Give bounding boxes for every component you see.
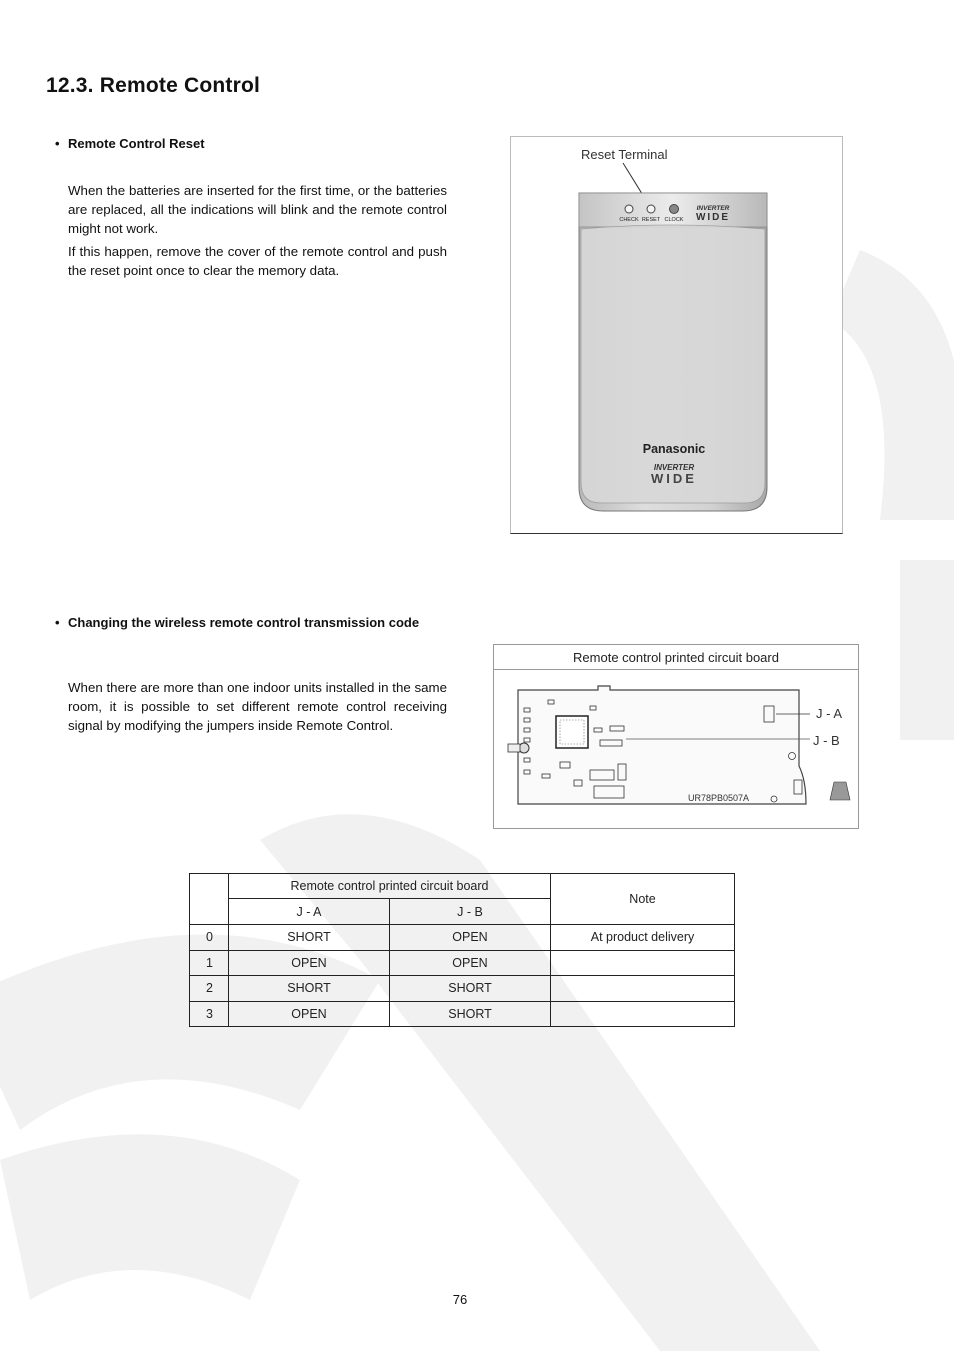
code-heading (55, 613, 447, 632)
bullet-icon: • (55, 136, 60, 151)
table-cell-jb: SHORT (390, 976, 551, 1002)
table-cell-note (551, 950, 735, 976)
check-label: CHECK (619, 217, 639, 223)
section-title: 12.3. Remote Control (46, 74, 261, 97)
table-row (190, 1001, 735, 1027)
table-cell-code: 0 (190, 925, 229, 951)
table-cell-code: 3 (190, 1001, 229, 1027)
table-cell-note (551, 976, 735, 1002)
table-row (190, 925, 735, 951)
reset-paragraph-2: If this happen, remove the cover of the remote control and push the reset point once to clear the memory data. (68, 244, 447, 278)
table-cell-note: At product delivery (551, 925, 735, 951)
pcb-label-ja: J - A (816, 706, 843, 721)
reset-label: RESET (641, 217, 661, 223)
table-cell-note (551, 1001, 735, 1027)
pcb-illustration (494, 670, 858, 828)
clock-button-icon (670, 205, 679, 214)
table-cell-code: 1 (190, 950, 229, 976)
pcb-caption: Remote control printed circuit board (494, 645, 858, 670)
table-cell-ja: OPEN (229, 950, 390, 976)
logo-top: INVERTER (653, 463, 695, 472)
logo-bottom: WIDE (651, 471, 697, 486)
table-row (190, 976, 735, 1002)
small-logo-bottom: WIDE (695, 212, 731, 223)
table-group-header: Remote control printed circuit board (229, 874, 551, 899)
brand-logo: Panasonic (642, 442, 706, 456)
reset-heading (55, 134, 447, 153)
table-col-ja: J - A (229, 899, 390, 925)
table-col-jb: J - B (390, 899, 551, 925)
table-cell-ja: SHORT (229, 976, 390, 1002)
page-number: 76 (452, 1292, 468, 1307)
table-cell-code: 2 (190, 976, 229, 1002)
reset-terminal-label: Reset Terminal (581, 147, 668, 162)
table-cell-jb: SHORT (390, 1001, 551, 1027)
table-row (190, 950, 735, 976)
code-paragraph: When there are more than one indoor units installed in the same room, it is possible to set different remote control receiving signal by modifying the jumpers inside Remote Control. (68, 680, 447, 733)
remote-control-illustration (511, 137, 842, 533)
reset-heading-text: Remote Control Reset (68, 136, 205, 151)
table-cell-jb: OPEN (390, 925, 551, 951)
reset-button-icon (647, 205, 655, 213)
jumper-table (189, 873, 735, 1027)
table-cell-jb: OPEN (390, 950, 551, 976)
pcb-figure (493, 644, 859, 829)
check-button-icon (625, 205, 633, 213)
table-cell-ja: SHORT (229, 925, 390, 951)
code-header-cell (190, 874, 229, 925)
bullet-icon: • (55, 615, 60, 630)
clock-label: CLOCK (664, 217, 684, 223)
remote-control-figure (510, 136, 843, 534)
table-cell-ja: OPEN (229, 1001, 390, 1027)
pcb-label-jb: J - B (813, 733, 840, 748)
table-note-header: Note (551, 874, 735, 925)
reset-paragraph-1: When the batteries are inserted for the first time, or the batteries are replaced, all the indications will blink and the remote control might not work. (68, 183, 447, 236)
pcb-part-number: UR78PB0507A (688, 793, 750, 803)
small-logo-top: INVERTER (696, 205, 730, 212)
code-heading-text: Changing the wireless remote control transmission code (68, 615, 420, 630)
